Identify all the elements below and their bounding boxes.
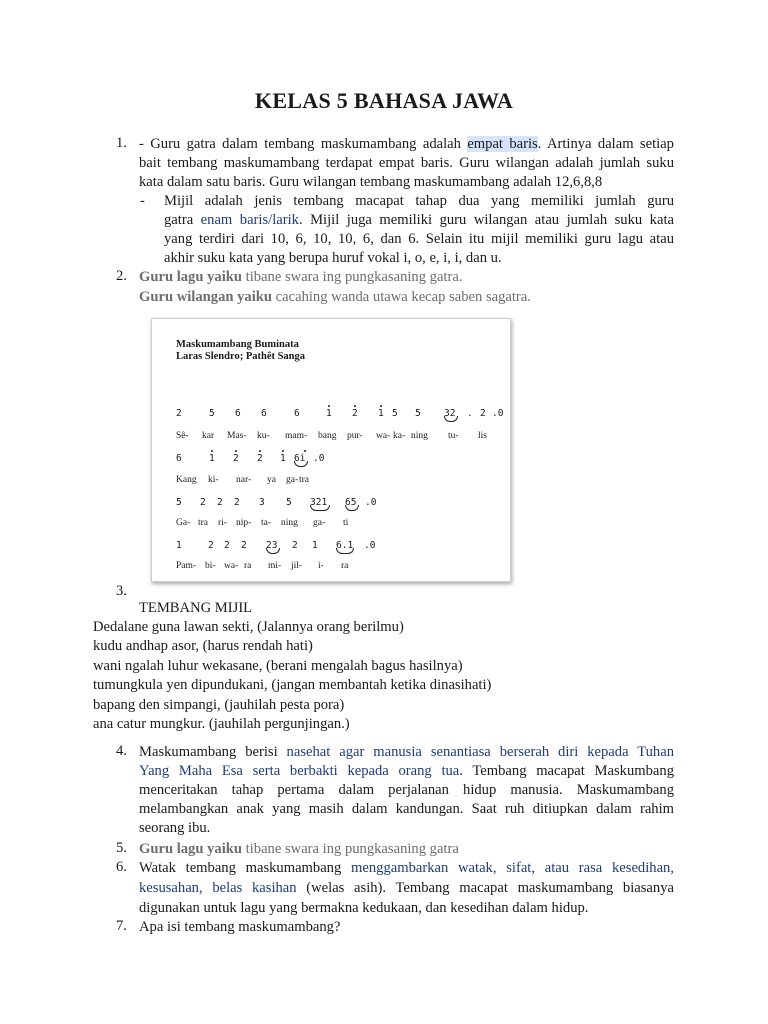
q7-line: Apa isi tembang maskumambang?	[139, 919, 341, 935]
notation-note: 6	[294, 408, 300, 419]
mijil-lyric-line: ana catur mungkur. (jauhilah pergunjingan.)	[93, 716, 350, 732]
notation-note: 5	[209, 408, 215, 419]
notation-note: 2	[257, 453, 263, 464]
notation-note: 6	[261, 408, 267, 419]
notation-syllable: wa-	[224, 561, 239, 571]
q1-mijil-line-2: gatra enam baris/larik. Mijil juga memiliki guru wilangan atau jumlah suku kata	[164, 212, 674, 228]
list-number-5: 5.	[116, 840, 127, 856]
notation-syllable: ra	[244, 561, 252, 571]
notation-underline	[336, 548, 354, 554]
notation-syllable: bang	[318, 431, 337, 441]
notation-syllable: ti	[343, 518, 349, 528]
q1-line-1: - Guru gatra dalam tembang maskumambang adalah empat baris. Artinya dalam setiap	[139, 136, 674, 152]
notation-syllable: Sê-	[176, 431, 189, 441]
notation-high-dot	[354, 405, 356, 407]
notation-syllable: nar-	[236, 475, 252, 485]
list-number-4: 4.	[116, 743, 127, 759]
notation-syllable: mi-	[268, 561, 282, 571]
mijil-lyric-line: bapang den simpangi, (jauhilah pesta pora)	[93, 696, 345, 713]
notation-underline	[444, 416, 458, 422]
notation-note: 2	[233, 453, 239, 464]
notation-syllable: lis	[478, 431, 487, 441]
notation-note: 1	[312, 540, 318, 551]
list-number-1: 1.	[116, 135, 127, 151]
notation-syllable: ki-	[208, 475, 219, 485]
notation-syllable: ga-	[286, 475, 299, 485]
notation-note: 1	[280, 453, 286, 464]
notation-note: 1	[378, 408, 384, 419]
q6-line-2: kesusahan, belas kasihan (welas asih). Tembang macapat maskumambang biasanya	[139, 880, 674, 896]
notation-note: 321	[310, 497, 328, 508]
notation-high-dot	[328, 405, 330, 407]
notation-note: 5	[176, 497, 182, 508]
notation-note: .0	[313, 453, 325, 464]
page-title: KELAS 5 BAHASA JAWA	[254, 88, 514, 113]
notation-syllable: wa-	[376, 431, 391, 441]
mijil-lyric-line: tumungkula yen dipundukani, (jangan membantah ketika dinasihati)	[93, 677, 492, 694]
notation-note: 2	[217, 497, 223, 508]
mijil-lyric-line: kudu andhap asor, (harus rendah hati)	[93, 638, 313, 655]
notation-note: 3	[259, 497, 265, 508]
notation-note: .0	[492, 408, 504, 419]
notation-note: 6	[176, 453, 182, 464]
mijil-lyric-line: Dedalane guna lawan sekti, (Jalannya orang berilmu)	[93, 619, 404, 635]
q4-line-1: Maskumambang berisi nasehat agar manusia senantiasa berserah diri kepada Tuhan	[139, 744, 674, 760]
q1-line-3: kata dalam satu baris. Guru wilangan tembang maskumambang adalah 12,6,8,8	[139, 174, 603, 190]
notation-syllable: pur-	[347, 431, 363, 441]
notation-note: .0	[364, 540, 376, 551]
notation-high-dot	[211, 450, 213, 452]
notation-underline	[294, 461, 308, 467]
notation-syllable: ya	[267, 475, 276, 485]
notation-syllable: Mas-	[227, 431, 247, 441]
q1-line-2: bait tembang maskumambang terdapat empat baris. Guru wilangan adalah jumlah suku	[139, 155, 674, 171]
notation-note: .0	[365, 497, 377, 508]
notation-syllable: Kang	[176, 475, 197, 485]
q2-line-1: Guru lagu yaiku tibane swara ing pungkasaning gatra.	[139, 269, 463, 285]
notation-syllable: kar	[202, 431, 215, 441]
notation-syllable: mam-	[285, 431, 308, 441]
notation-syllable: ning	[281, 518, 298, 528]
figure-title: Maskumambang Buminata	[176, 339, 299, 350]
list-number-6: 6.	[116, 859, 127, 875]
notation-note: 2	[352, 408, 358, 419]
q1-mijil-line-3: yang terdiri dari 10, 6, 10, 10, 6, dan 6. Selain itu mijil memiliki guru lagu atau	[164, 231, 674, 247]
notation-syllable: ta-	[261, 518, 272, 528]
figure-subtitle: Laras Slendro; Pathêt Sanga	[176, 351, 306, 362]
notation-syllable: Ga-	[176, 518, 191, 528]
list-number-3: 3.	[116, 583, 127, 599]
q5-line: Guru lagu yaiku tibane swara ing pungkasaning gatra	[139, 841, 459, 857]
notation-syllable: Pam-	[176, 561, 197, 571]
notation-note: 2	[176, 408, 182, 419]
q4-line-2: Yang Maha Esa serta berbakti kepada orang tua. Tembang macapat Maskumbang	[139, 763, 674, 779]
notation-syllable: ning	[411, 431, 428, 441]
notation-syllable: ga-	[313, 518, 326, 528]
notation-note: 23	[266, 540, 278, 551]
notation-underline	[310, 505, 330, 511]
q6-line-3: digunakan untuk lagu yang bermakna kedukaan, dan kesedihan dalam hidup.	[139, 900, 589, 916]
notation-note: 6.1	[336, 540, 354, 551]
notation-syllable: tu-	[448, 431, 459, 441]
notation-syllable: tra	[198, 518, 209, 528]
notation-note: 5	[415, 408, 421, 419]
q1-mijil-line-1: Mijil adalah jenis tembang macapat tahap dua yang memiliki jumlah guru	[164, 193, 674, 209]
notation-syllable: jil-	[291, 561, 303, 571]
q2-line-2: Guru wilangan yaiku cacahing wanda utawa kecap saben sagatra.	[139, 289, 531, 305]
notation-note: 5	[286, 497, 292, 508]
notation-note: 2	[241, 540, 247, 551]
notation-figure	[151, 318, 511, 582]
q1-mijil-line-4: akhir suku kata yang berupa huruf vokal i, o, e, i, i, dan u.	[164, 250, 502, 266]
notation-high-dot	[304, 450, 306, 452]
notation-syllable: tra	[299, 475, 310, 485]
notation-high-dot	[282, 450, 284, 452]
notation-note: 1	[209, 453, 215, 464]
notation-note: 2	[224, 540, 230, 551]
notation-syllable: nip-	[236, 518, 252, 528]
notation-underline	[266, 548, 280, 554]
q4-line-3: menceritakan tahap pertama dalam perjalanan hidup manusia. Maskumambang	[139, 782, 674, 798]
notation-syllable: ra	[341, 561, 349, 571]
notation-high-dot	[259, 450, 261, 452]
notation-syllable: ka-	[393, 431, 406, 441]
notation-note: 2	[200, 497, 206, 508]
q4-line-5: seorang ibu.	[139, 820, 211, 836]
notation-syllable: ri-	[218, 518, 227, 528]
list-number-2: 2.	[116, 268, 127, 284]
mijil-heading: TEMBANG MIJIL	[139, 600, 253, 616]
notation-syllable: bi-	[205, 561, 216, 571]
notation-note: 2	[292, 540, 298, 551]
list-number-7: 7.	[116, 918, 127, 934]
q1-sub-dash: -	[140, 193, 145, 209]
notation-note: 2	[480, 408, 486, 419]
notation-note: 2	[234, 497, 240, 508]
notation-underline	[345, 505, 359, 511]
notation-syllable: ku-	[257, 431, 270, 441]
notation-note: 6	[235, 408, 241, 419]
notation-note: 1	[176, 540, 182, 551]
highlight-empat-baris: empat baris	[467, 136, 538, 152]
notation-note: 65	[345, 497, 357, 508]
q4-line-4: melambangkan anak yang masih dalam kandungan. Saat ruh ditiupkan dalam rahim	[139, 801, 674, 817]
notation-note: .	[467, 408, 473, 419]
notation-note: 1	[326, 408, 332, 419]
notation-syllable: i-	[318, 561, 324, 571]
notation-note: 32	[444, 408, 456, 419]
notation-note: 5	[392, 408, 398, 419]
notation-note: 6i	[294, 453, 306, 464]
notation-high-dot	[380, 405, 382, 407]
mijil-lyric-line: wani ngalah luhur wekasane, (berani mengalah bagus hasilnya)	[93, 657, 463, 674]
notation-note: 2	[208, 540, 214, 551]
q6-line-1: Watak tembang maskumambang menggambarkan watak, sifat, atau rasa kesedihan,	[139, 860, 674, 876]
notation-high-dot	[235, 450, 237, 452]
